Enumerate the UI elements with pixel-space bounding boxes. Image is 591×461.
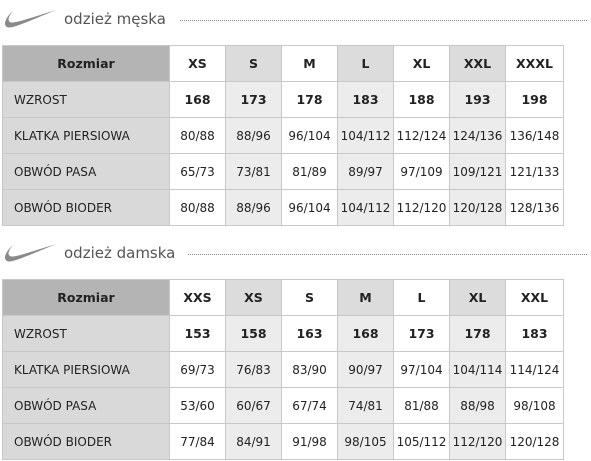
men-size-header: L [338, 46, 394, 82]
women-size-header: XL [450, 280, 506, 316]
women-divider [188, 254, 587, 255]
table-cell: 136/148 [506, 118, 564, 154]
table-cell: 168 [338, 316, 394, 352]
table-cell: 104/114 [450, 352, 506, 388]
women-row-chest [3, 352, 564, 388]
women-header-label: Rozmiar [3, 280, 170, 316]
table-cell: 173 [226, 82, 282, 118]
table-cell: 98/108 [506, 388, 564, 424]
table-cell: 128/136 [506, 190, 564, 226]
row-label: OBWÓD PASA [3, 154, 170, 190]
table-cell: 88/98 [450, 388, 506, 424]
table-cell: 97/104 [394, 352, 450, 388]
table-cell: 112/120 [450, 424, 506, 460]
men-size-header: XXXL [506, 46, 564, 82]
table-cell: 163 [282, 316, 338, 352]
row-label: KLATKA PIERSIOWA [3, 118, 170, 154]
table-cell: 91/98 [282, 424, 338, 460]
table-cell: 77/84 [170, 424, 226, 460]
table-cell: 112/120 [394, 190, 450, 226]
men-row-hips [3, 190, 564, 226]
men-size-header: XS [170, 46, 226, 82]
table-cell: 98/105 [338, 424, 394, 460]
table-cell: 88/96 [226, 190, 282, 226]
men-header-row [3, 46, 564, 82]
men-size-header: S [226, 46, 282, 82]
men-size-table [2, 45, 564, 226]
table-cell: 81/89 [282, 154, 338, 190]
row-label: OBWÓD BIODER [3, 190, 170, 226]
table-cell: 198 [506, 82, 564, 118]
table-cell: 183 [338, 82, 394, 118]
men-row-waist [3, 154, 564, 190]
table-cell: 67/74 [282, 388, 338, 424]
table-cell: 84/91 [226, 424, 282, 460]
women-section-header [0, 242, 591, 268]
row-label: KLATKA PIERSIOWA [3, 352, 170, 388]
table-cell: 124/136 [450, 118, 506, 154]
women-row-hips [3, 424, 564, 460]
table-cell: 81/88 [394, 388, 450, 424]
table-cell: 65/73 [170, 154, 226, 190]
row-label: OBWÓD BIODER [3, 424, 170, 460]
table-cell: 83/90 [282, 352, 338, 388]
table-cell: 120/128 [450, 190, 506, 226]
table-cell: 183 [506, 316, 564, 352]
men-section-title: odzież męska [64, 10, 166, 28]
swoosh-logo-icon [2, 8, 58, 30]
table-cell: 69/73 [170, 352, 226, 388]
women-size-header: XS [226, 280, 282, 316]
table-cell: 193 [450, 82, 506, 118]
row-label: WZROST [3, 82, 170, 118]
table-cell: 96/104 [282, 118, 338, 154]
table-cell: 112/124 [394, 118, 450, 154]
men-size-header: XXL [450, 46, 506, 82]
women-size-header: XXL [506, 280, 564, 316]
men-row-height [3, 82, 564, 118]
women-row-height [3, 316, 564, 352]
table-cell: 188 [394, 82, 450, 118]
men-row-chest [3, 118, 564, 154]
table-cell: 178 [450, 316, 506, 352]
women-row-waist [3, 388, 564, 424]
table-cell: 80/88 [170, 118, 226, 154]
table-cell: 97/109 [394, 154, 450, 190]
row-label: OBWÓD PASA [3, 388, 170, 424]
women-size-header: S [282, 280, 338, 316]
men-size-header: XL [394, 46, 450, 82]
table-cell: 90/97 [338, 352, 394, 388]
table-cell: 60/67 [226, 388, 282, 424]
table-cell: 53/60 [170, 388, 226, 424]
table-cell: 73/81 [226, 154, 282, 190]
women-size-header: XXS [170, 280, 226, 316]
table-cell: 88/96 [226, 118, 282, 154]
women-size-header: M [338, 280, 394, 316]
men-header-label: Rozmiar [3, 46, 170, 82]
table-cell: 74/81 [338, 388, 394, 424]
table-cell: 80/88 [170, 190, 226, 226]
swoosh-logo-icon [2, 242, 58, 264]
table-cell: 173 [394, 316, 450, 352]
table-cell: 120/128 [506, 424, 564, 460]
table-cell: 114/124 [506, 352, 564, 388]
table-cell: 104/112 [338, 118, 394, 154]
men-divider [180, 20, 587, 21]
table-cell: 153 [170, 316, 226, 352]
men-size-header: M [282, 46, 338, 82]
table-cell: 158 [226, 316, 282, 352]
women-header-row [3, 280, 564, 316]
table-cell: 76/83 [226, 352, 282, 388]
table-cell: 104/112 [338, 190, 394, 226]
table-cell: 105/112 [394, 424, 450, 460]
women-section-title: odzież damska [64, 244, 176, 262]
row-label: WZROST [3, 316, 170, 352]
men-section-header [0, 8, 591, 34]
table-cell: 121/133 [506, 154, 564, 190]
table-cell: 109/121 [450, 154, 506, 190]
table-cell: 89/97 [338, 154, 394, 190]
table-cell: 178 [282, 82, 338, 118]
table-cell: 96/104 [282, 190, 338, 226]
women-size-header: L [394, 280, 450, 316]
women-size-table [2, 279, 564, 460]
table-cell: 168 [170, 82, 226, 118]
